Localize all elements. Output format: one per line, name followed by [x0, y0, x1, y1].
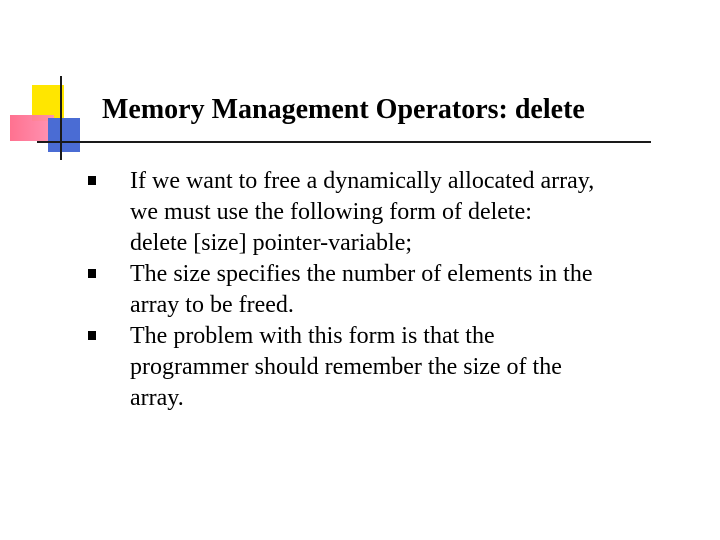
slide-title: Memory Management Operators: delete — [102, 94, 585, 125]
square-bullet-icon — [88, 331, 96, 340]
square-bullet-icon — [88, 176, 96, 185]
bullet-line: If we want to free a dynamically allocated array, — [130, 168, 595, 194]
title-underline — [37, 141, 651, 143]
corner-decoration — [0, 0, 100, 170]
blue-square-decoration — [48, 118, 80, 152]
code-example-line: delete [size] pointer-variable; — [130, 230, 413, 256]
bullet-line: programmer should remember the size of the — [130, 354, 562, 380]
vertical-rule — [60, 76, 62, 160]
bullet-item — [88, 321, 698, 414]
bullet-item — [88, 259, 698, 321]
bullet-line: array. — [130, 385, 184, 411]
bullet-item — [88, 166, 698, 259]
square-bullet-icon — [88, 269, 96, 278]
bullet-list — [88, 166, 698, 414]
bullet-line: The size specifies the number of elements in the — [130, 261, 593, 287]
bullet-line: The problem with this form is that the — [130, 323, 495, 349]
bullet-line: we must use the following form of delete: — [130, 199, 532, 225]
bullet-line: array to be freed. — [130, 292, 294, 318]
